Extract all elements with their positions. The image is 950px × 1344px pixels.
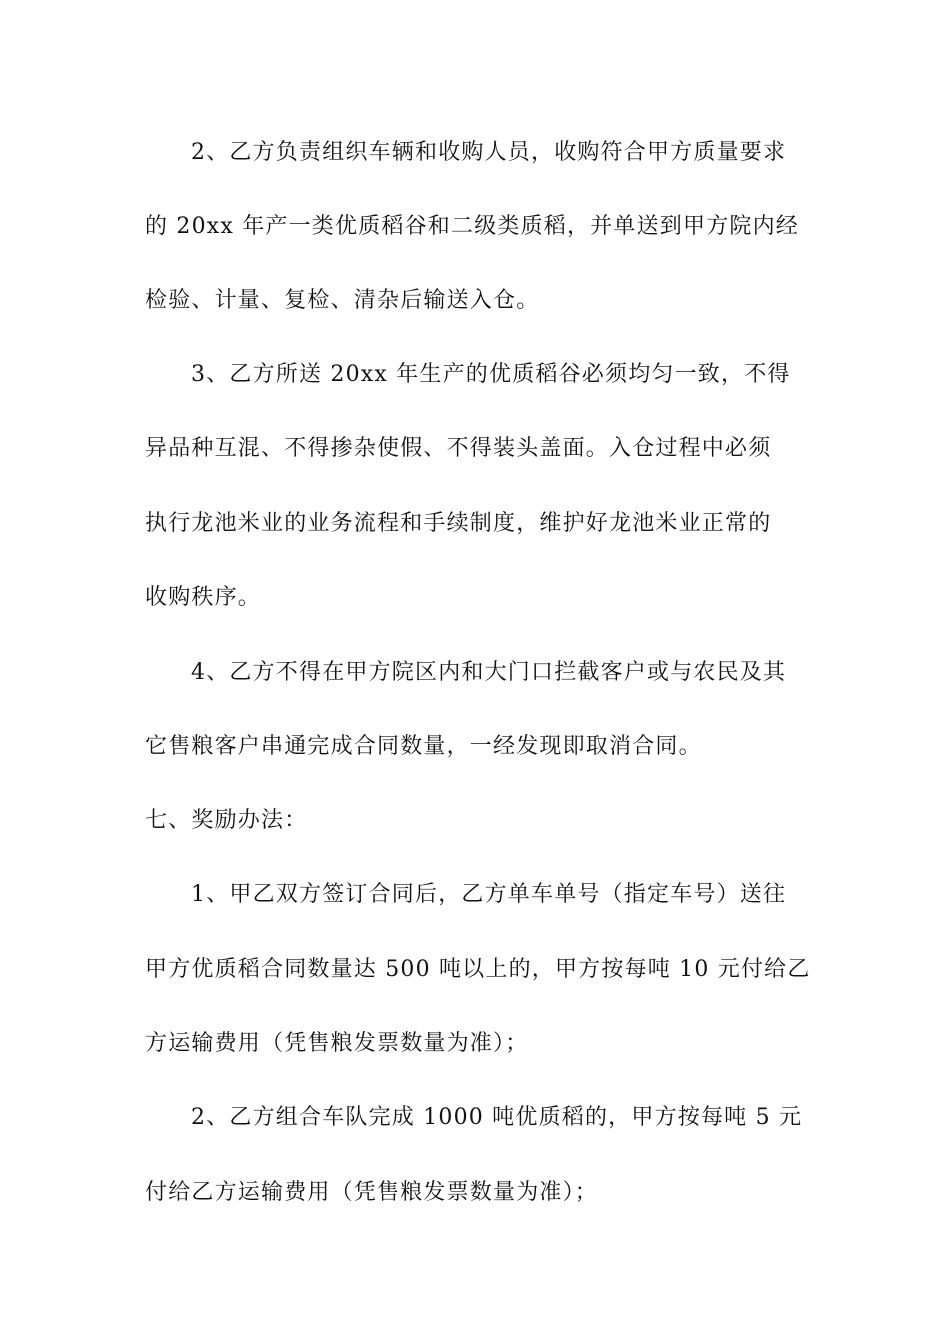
paragraph-line: 执行龙池米业的业务流程和手续制度，维护好龙池米业正常的 xyxy=(145,511,772,536)
paragraph-line: 它售粮客户串通完成合同数量，一经发现即取消合同。 xyxy=(145,734,702,759)
paragraph-line: 2、乙方组合车队完成 1000 吨优质稻的，甲方按每吨 5 元 xyxy=(191,1105,803,1130)
paragraph-line: 异品种互混、不得掺杂使假、不得装头盖面。入仓过程中必须 xyxy=(145,436,772,461)
section-heading: 七、奖励办法： xyxy=(145,808,308,833)
paragraph-line: 2、乙方负责组织车辆和收购人员，收购符合甲方质量要求 xyxy=(191,140,787,165)
paragraph-line: 方运输费用（凭售粮发票数量为准）； xyxy=(145,1031,529,1056)
paragraph-line: 付给乙方运输费用（凭售粮发票数量为准）； xyxy=(145,1180,599,1205)
paragraph-line: 的 20xx 年产一类优质稻谷和二级类质稻，并单送到甲方院内经 xyxy=(145,214,799,239)
paragraph-line: 4、乙方不得在甲方院区内和大门口拦截客户或与农民及其 xyxy=(191,660,787,685)
paragraph-line: 检验、计量、复检、清杂后输送入仓。 xyxy=(145,288,540,313)
paragraph-line: 3、乙方所送 20xx 年生产的优质稻谷必须均匀一致，不得 xyxy=(191,362,791,387)
paragraph-line: 甲方优质稻合同数量达 500 吨以上的，甲方按每吨 10 元付给乙 xyxy=(145,957,811,982)
paragraph-line: 收购秩序。 xyxy=(145,585,262,610)
paragraph-line: 1、甲乙双方签订合同后，乙方单车单号（指定车号）送往 xyxy=(191,882,787,907)
